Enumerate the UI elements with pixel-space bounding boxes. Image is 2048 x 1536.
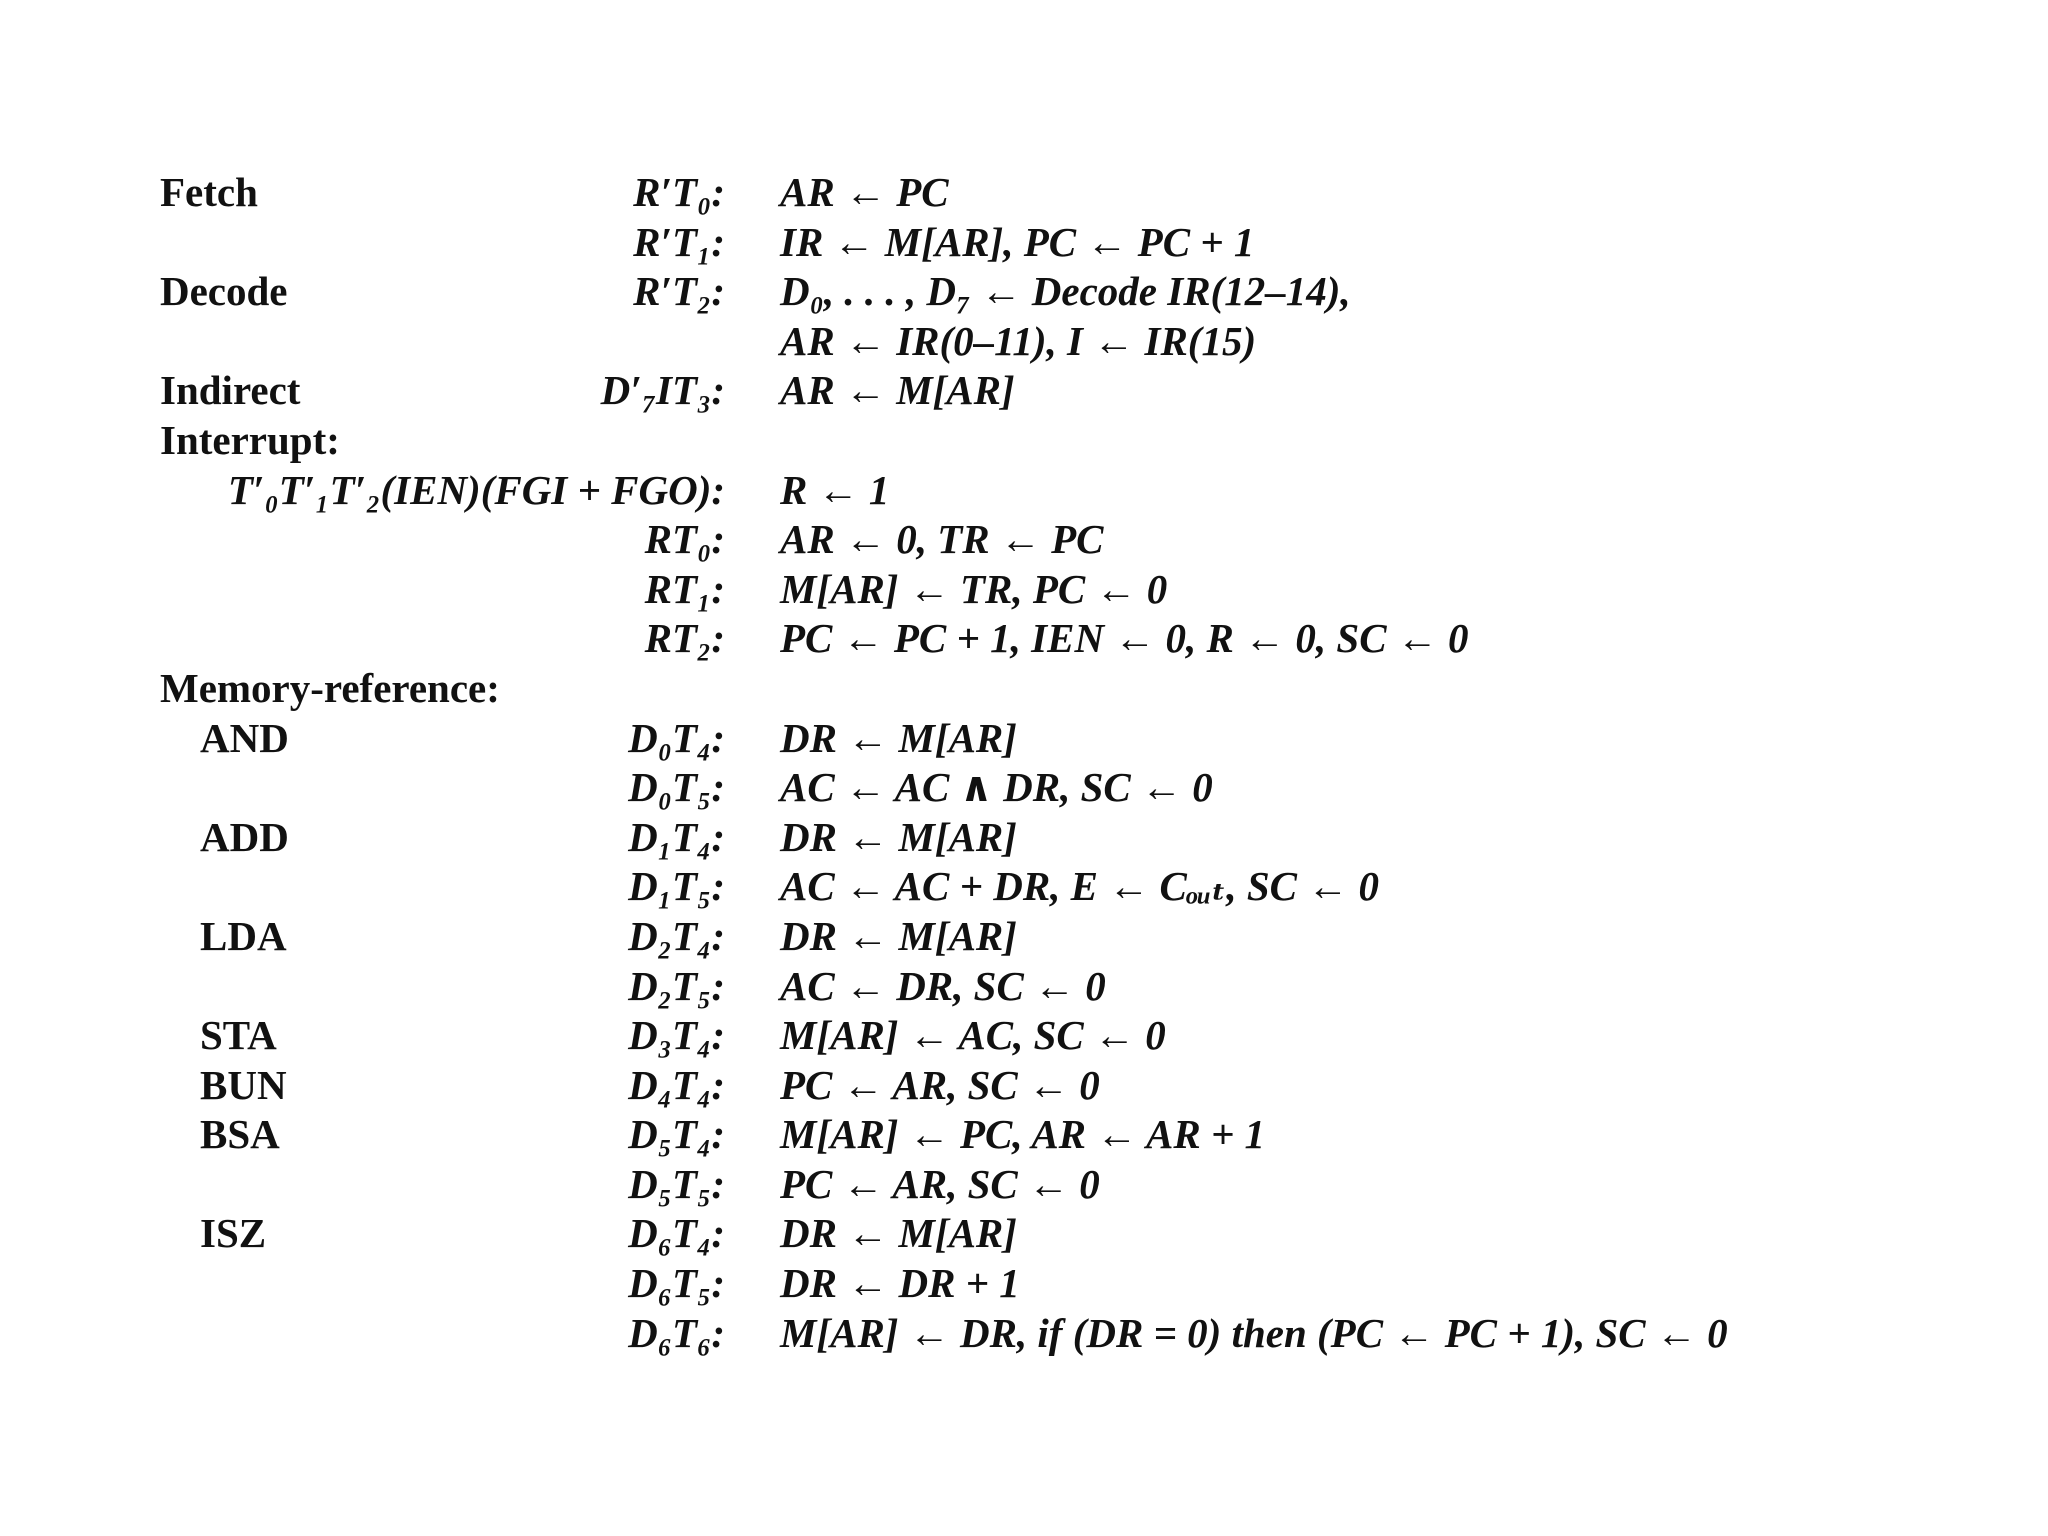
rtl-row (160, 565, 1860, 615)
rtl-row (160, 515, 1860, 565)
control-condition: D₁T₅: (628, 863, 725, 910)
control-condition: R′T₁: (633, 218, 725, 265)
control-condition: D₅T₅: (628, 1160, 725, 1207)
control-condition: D₂T₄: (628, 912, 725, 959)
rtl-table (160, 168, 1860, 1358)
phase-label: Decode (160, 268, 288, 315)
control-condition: D₃T₄: (628, 1012, 725, 1059)
micro-operation: AR ← PC (780, 169, 949, 215)
control-condition: D₀T₅: (628, 764, 725, 811)
rtl-row (160, 1309, 1860, 1359)
micro-operation: DR ← DR + 1 (780, 1260, 1020, 1307)
control-condition: D₆T₆: (628, 1309, 725, 1356)
rtl-row (160, 912, 1860, 962)
phase-label: LDA (200, 912, 287, 959)
control-condition: D₁T₄: (628, 813, 725, 860)
control-condition: D′₇IT₃: (600, 367, 725, 414)
micro-operation: M[AR] ← AC, SC ← 0 (780, 1012, 1166, 1059)
rtl-row (160, 1110, 1860, 1160)
rtl-row (160, 664, 1860, 714)
micro-operation: PC ← AR, SC ← 0 (780, 1061, 1100, 1108)
phase-label: Interrupt: (160, 416, 340, 463)
rtl-row (160, 267, 1860, 317)
control-condition: RT₀: (644, 516, 725, 563)
rtl-row (160, 317, 1860, 367)
rtl-row (160, 962, 1860, 1012)
rtl-row (160, 218, 1860, 268)
phase-label: Memory-reference: (160, 664, 500, 711)
micro-operation: DR ← M[AR] (780, 714, 1017, 761)
control-condition: T′₀T′₁T′₂(IEN)(FGI + FGO): (227, 466, 725, 513)
rtl-row (160, 1209, 1860, 1259)
control-condition: D₄T₄: (628, 1061, 725, 1108)
control-condition: D₆T₄: (628, 1210, 725, 1257)
micro-operation: AR ← 0, TR ← PC (780, 516, 1104, 563)
micro-operation: M[AR] ← DR, if (DR = 0) then (PC ← PC + 1), SC ← 0 (780, 1309, 1728, 1356)
micro-operation: M[AR] ← TR, PC ← 0 (780, 565, 1168, 612)
phase-label: ADD (200, 813, 289, 860)
rtl-row (160, 1160, 1860, 1210)
rtl-row (160, 763, 1860, 813)
phase-label: Indirect (160, 367, 301, 414)
rtl-row (160, 466, 1860, 516)
micro-operation: R ← 1 (780, 466, 890, 513)
micro-operation: AC ← DR, SC ← 0 (780, 962, 1106, 1009)
micro-operation: DR ← M[AR] (780, 912, 1017, 959)
control-condition: D₂T₅: (628, 962, 725, 1009)
micro-operation: DR ← M[AR] (780, 1210, 1017, 1257)
phase-label: ISZ (200, 1210, 267, 1257)
micro-operation: AC ← AC ∧ DR, SC ← 0 (780, 764, 1213, 811)
rtl-row (160, 614, 1860, 664)
control-condition: R′T₂: (633, 268, 725, 315)
control-condition: D₅T₄: (628, 1111, 725, 1158)
rtl-row (160, 366, 1860, 416)
rtl-row (160, 168, 1860, 218)
control-condition: RT₁: (644, 565, 725, 612)
control-condition: RT₂: (644, 615, 725, 662)
micro-operation: AR ← M[AR] (780, 367, 1015, 414)
phase-label: AND (200, 714, 289, 761)
rtl-row (160, 1061, 1860, 1111)
micro-operation: PC ← AR, SC ← 0 (780, 1160, 1100, 1207)
rtl-row (160, 862, 1860, 912)
rtl-row (160, 714, 1860, 764)
phase-label: STA (200, 1012, 277, 1059)
micro-operation: IR ← M[AR], PC ← PC + 1 (780, 218, 1255, 265)
control-condition: D₀T₄: (628, 714, 725, 761)
micro-operation: D₀, . . . , D₇ ← Decode IR(12–14), (780, 268, 1351, 315)
rtl-row (160, 813, 1860, 863)
rtl-row (160, 416, 1860, 466)
control-condition: D₆T₅: (628, 1260, 725, 1307)
phase-label: Fetch (160, 169, 258, 215)
phase-label: BUN (200, 1061, 287, 1108)
rtl-row (160, 1011, 1860, 1061)
micro-operation: M[AR] ← PC, AR ← AR + 1 (780, 1111, 1266, 1158)
control-condition: R′T₀: (633, 169, 725, 215)
phase-label: BSA (200, 1111, 280, 1158)
micro-operation: AC ← AC + DR, E ← Cₒᵤₜ, SC ← 0 (780, 863, 1379, 910)
micro-operation: DR ← M[AR] (780, 813, 1017, 860)
micro-operation: PC ← PC + 1, IEN ← 0, R ← 0, SC ← 0 (780, 615, 1469, 662)
rtl-row (160, 1259, 1860, 1309)
micro-operation: AR ← IR(0–11), I ← IR(15) (780, 317, 1257, 364)
